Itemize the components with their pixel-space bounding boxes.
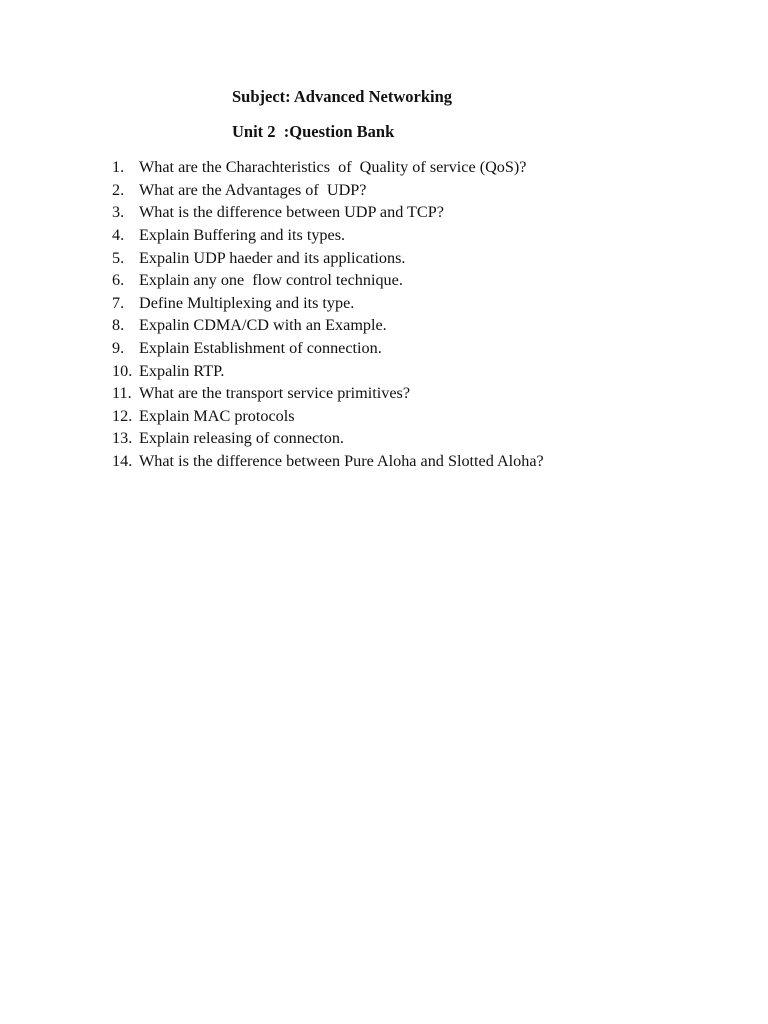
question-text: What are the transport service primitives?: [139, 384, 411, 403]
question-text: Explain Establishment of connection.: [139, 339, 382, 358]
question-item: [112, 314, 544, 337]
question-item: [112, 224, 544, 247]
question-item: [112, 269, 544, 292]
question-text: What is the difference between UDP and TCP?: [139, 203, 444, 222]
question-item: [112, 246, 544, 269]
question-number: 10.: [112, 361, 133, 380]
question-text: What are the Advantages of UDP?: [139, 180, 367, 199]
question-number: 7.: [112, 293, 125, 312]
question-number: 3.: [112, 203, 125, 222]
question-item: [112, 427, 544, 450]
question-text: What is the difference between Pure Aloha and Slotted Aloha?: [139, 452, 544, 471]
question-number: 12.: [112, 406, 133, 425]
question-number: 5.: [112, 248, 125, 267]
question-number: 8.: [112, 316, 125, 335]
question-text: Expalin RTP.: [139, 361, 225, 380]
question-text: Define Multiplexing and its type.: [139, 293, 355, 312]
question-item: [112, 292, 544, 315]
question-text: Expalin CDMA/CD with an Example.: [139, 316, 387, 335]
question-item: [112, 201, 544, 224]
question-text: Explain Buffering and its types.: [139, 226, 346, 245]
question-item: [112, 450, 544, 473]
question-number: 4.: [112, 226, 125, 245]
question-item: [112, 405, 544, 428]
question-item: [112, 359, 544, 382]
question-text: Explain any one flow control technique.: [139, 271, 403, 290]
question-number: 6.: [112, 271, 125, 290]
question-number: 9.: [112, 339, 125, 358]
question-item: [112, 156, 544, 179]
question-item: [112, 382, 544, 405]
question-number: 2.: [112, 180, 125, 199]
question-text: Explain releasing of connecton.: [139, 429, 344, 448]
unit-heading: Unit 2 :Question Bank: [232, 122, 395, 141]
question-item: [112, 179, 544, 202]
question-item: [112, 337, 544, 360]
subject-heading: Subject: Advanced Networking: [232, 87, 453, 106]
question-number: 11.: [112, 384, 132, 403]
question-text: What are the Charachteristics of Quality of service (QoS)?: [139, 158, 527, 177]
question-text: Expalin UDP haeder and its applications.: [139, 248, 406, 267]
question-text: Explain MAC protocols: [139, 406, 295, 425]
question-list: [112, 156, 544, 472]
question-number: 14.: [112, 452, 133, 471]
question-number: 1.: [112, 158, 125, 177]
question-number: 13.: [112, 429, 133, 448]
